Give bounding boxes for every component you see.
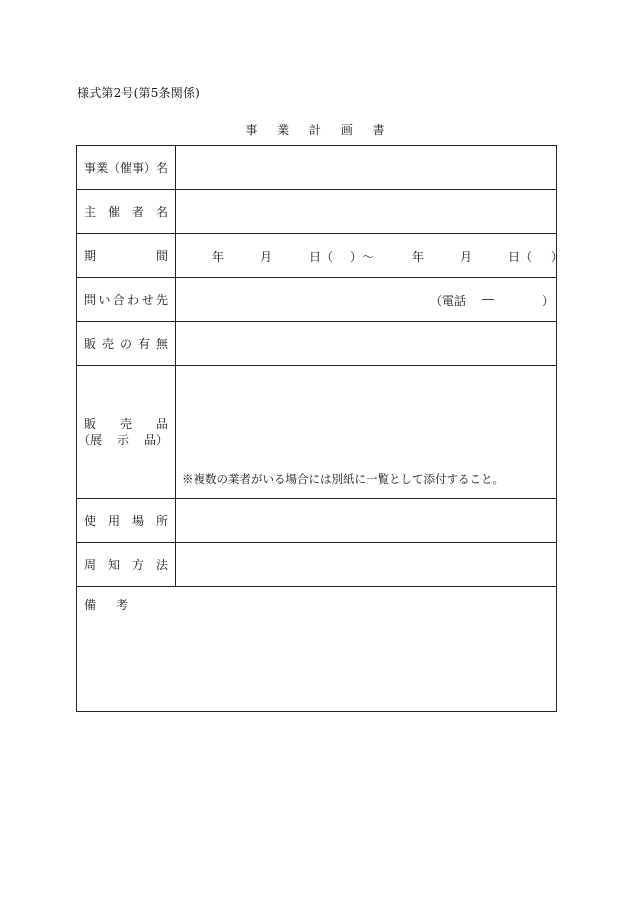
label-publicity — [77, 543, 176, 587]
label-text: せ — [141, 292, 154, 307]
row-event-name — [77, 146, 557, 190]
products-field[interactable] — [176, 366, 557, 499]
row-products — [77, 366, 557, 499]
label-period — [77, 234, 176, 278]
label-text: 考 — [115, 598, 128, 612]
label-text: 先 — [155, 292, 168, 307]
remarks-field[interactable] — [77, 587, 557, 712]
label-text: 売 — [101, 336, 114, 351]
label-text: 販 — [84, 417, 97, 431]
plan-table — [76, 145, 564, 712]
label-text: 名 — [155, 204, 168, 219]
event-name-field[interactable] — [176, 146, 557, 190]
label-text: 方 — [131, 557, 144, 572]
year-label: 年 — [412, 250, 425, 264]
label-text: （展 — [78, 433, 103, 447]
label-text: い — [98, 292, 111, 307]
period-field[interactable] — [176, 234, 564, 278]
label-text: 品 — [155, 417, 168, 431]
title-char: 計 — [308, 123, 321, 137]
label-contact — [77, 278, 176, 322]
title-char: 書 — [372, 123, 385, 137]
row-remarks — [77, 587, 557, 712]
close-paren: ） — [551, 250, 564, 264]
label-text: 法 — [155, 557, 168, 572]
label-text: 品） — [143, 433, 168, 447]
label-text: 主 — [84, 204, 97, 219]
label-text: 間 — [155, 248, 168, 263]
label-text: の — [119, 336, 132, 351]
label-text: 使 — [84, 513, 97, 528]
month-label: 月 — [260, 250, 273, 264]
label-text: 用 — [107, 513, 120, 528]
row-period — [77, 234, 557, 278]
label-text: 者 — [131, 204, 144, 219]
row-venue — [77, 499, 557, 543]
label-text: 知 — [107, 557, 120, 572]
tilde-label: ）～ — [350, 250, 375, 264]
label-text: 無 — [155, 336, 168, 351]
contact-field[interactable] — [176, 278, 557, 322]
label-text: 問 — [84, 292, 97, 307]
phone-label: （電話 — [430, 294, 467, 308]
label-text: 販 — [84, 336, 97, 351]
row-sales — [77, 322, 557, 366]
day-label: 日（ — [309, 250, 334, 264]
label-text: 所 — [155, 513, 168, 528]
label-text: 合 — [112, 292, 125, 307]
label-event-name — [77, 146, 176, 190]
row-publicity — [77, 543, 557, 587]
close-paren: ） — [542, 294, 555, 308]
label-organizer — [77, 190, 176, 234]
document-title — [0, 121, 630, 138]
title-char: 画 — [340, 123, 353, 137]
label-text: 期 — [84, 248, 97, 263]
form-number: 様式第2号(第5条関係) — [77, 86, 201, 100]
label-text: 催 — [107, 204, 120, 219]
publicity-field[interactable] — [176, 543, 557, 587]
label-text: 周 — [84, 557, 97, 572]
title-char: 事 — [245, 123, 258, 137]
label-text: 有 — [137, 336, 150, 351]
products-note: ※複数の業者がいる場合には別紙に一覧として添付すること。 — [182, 472, 504, 486]
title-char: 業 — [277, 123, 290, 137]
label-text: 場 — [131, 513, 144, 528]
venue-field[interactable] — [176, 499, 557, 543]
year-label: 年 — [212, 250, 225, 264]
label-text: 売 — [119, 417, 132, 431]
label-text: 事業（催事）名 — [84, 160, 169, 175]
row-organizer — [77, 190, 557, 234]
label-products — [77, 366, 176, 499]
month-label: 月 — [460, 250, 473, 264]
day-label: 日（ — [508, 250, 533, 264]
organizer-field[interactable] — [176, 190, 557, 234]
label-text: 示 — [116, 433, 129, 447]
phone-dash: ― — [482, 292, 494, 306]
sales-field[interactable] — [176, 322, 557, 366]
row-contact — [77, 278, 557, 322]
label-text: わ — [127, 292, 140, 307]
label-sales — [77, 322, 176, 366]
label-venue — [77, 499, 176, 543]
label-text: 備 — [84, 598, 97, 612]
